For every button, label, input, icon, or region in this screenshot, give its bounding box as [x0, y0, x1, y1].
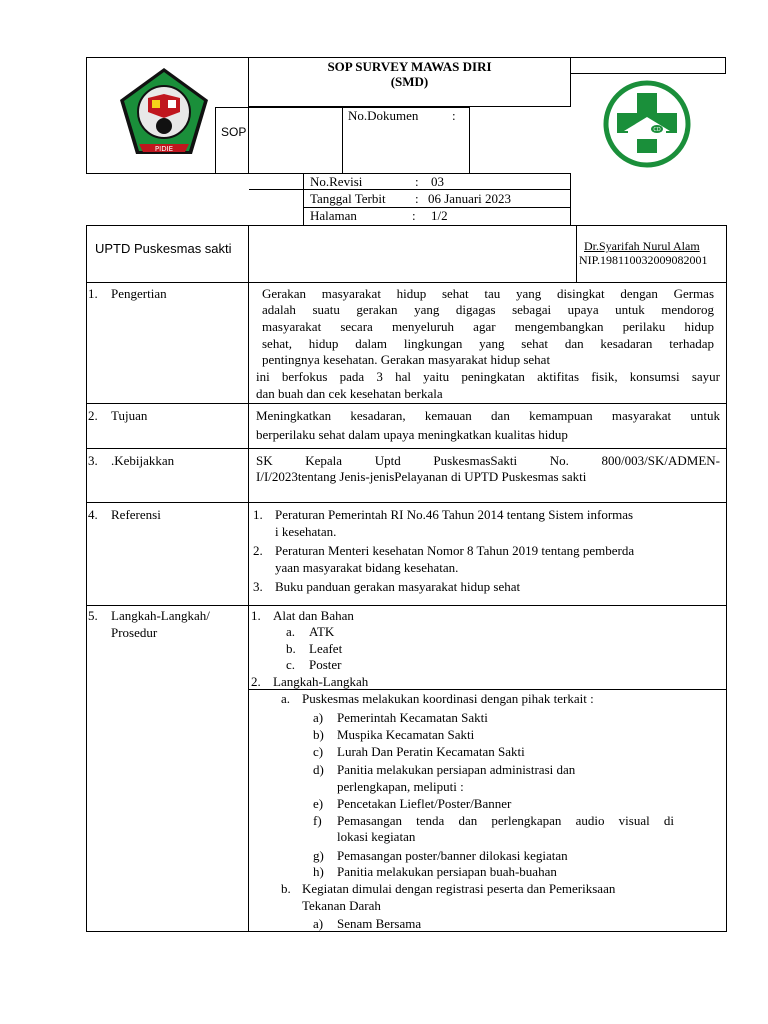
step-a-item-text-cont: perlengkapan, meliputi :	[337, 779, 464, 794]
step-a-item-text: Pencetakan Lieflet/Poster/Banner	[337, 796, 512, 811]
step-a-item-text: Panitia melakukan persiapan administrasi dan	[337, 762, 576, 777]
no-revisi-label: No.Revisi	[310, 174, 363, 189]
kebijakan-num: 3.	[88, 453, 98, 468]
pengertian-line: dan buah dan cek kesehatan berkala	[256, 386, 443, 401]
step-a-item-text: Pemerintah Kecamatan Sakti	[337, 710, 488, 725]
langkah-sub-num: 2.	[251, 674, 261, 689]
langkah-num: 5.	[88, 608, 98, 623]
tanggal-colon: :	[415, 191, 419, 206]
pengertian-line: masyarakat secara menyeluruh agar mengembangkan perilaku hidup	[262, 319, 714, 334]
tujuan-label: Tujuan	[111, 408, 148, 423]
alat-item-num: a.	[286, 624, 296, 639]
step-b-num: b.	[281, 881, 291, 896]
langkah-sub-title: Langkah-Langkah	[273, 674, 369, 689]
step-a-item-num: e)	[313, 796, 324, 811]
puskesmas-logo	[602, 79, 692, 169]
pengertian-num: 1.	[88, 286, 98, 301]
alat-num: 1.	[251, 608, 261, 623]
referensi-num: 4.	[88, 507, 98, 522]
step-a-item-text-cont: lokasi kegiatan	[337, 829, 416, 844]
doc-subtitle: (SMD)	[390, 74, 429, 89]
step-a-item-num: c)	[313, 744, 324, 759]
alat-item-num: b.	[286, 641, 296, 656]
step-a-item-text: Pemasangan poster/banner dilokasi kegiatan	[337, 848, 568, 863]
tujuan-line: Meningkatkan kesadaran, kemauan dan kemampuan masyarakat untuk	[256, 408, 720, 423]
step-a-item-num: g)	[313, 848, 324, 863]
referensi-item-num: 3.	[253, 579, 263, 594]
referensi-item-text: Buku panduan gerakan masyarakat hidup sehat	[275, 579, 521, 594]
step-a-item-text: Panitia melakukan persiapan buah-buahan	[337, 864, 557, 879]
tujuan-line: berperilaku sehat dalam upaya meningkatkan kualitas hidup	[256, 427, 568, 442]
halaman-value: 1/2	[431, 208, 448, 223]
tanggal-label: Tanggal Terbit	[310, 191, 386, 206]
pidie-logo	[117, 66, 211, 158]
langkah-label: Langkah-Langkah/	[111, 608, 210, 623]
step-a-item-num: h)	[313, 864, 324, 879]
step-a-item-num: b)	[313, 727, 324, 742]
alat-title: Alat dan Bahan	[273, 608, 354, 623]
tanggal-value: 06 Januari 2023	[428, 191, 512, 206]
referensi-item-num: 1.	[253, 507, 263, 522]
step-a-item-num: d)	[313, 762, 324, 777]
referensi-item-text-cont: i kesehatan.	[275, 524, 337, 539]
no-dokumen-colon: :	[452, 108, 456, 123]
halaman-colon: :	[412, 208, 416, 223]
signer-name: Dr.Syarifah Nurul Alam	[584, 239, 700, 253]
step-b-item-num: a)	[313, 916, 324, 931]
halaman-label: Halaman	[310, 208, 357, 223]
no-revisi-colon: :	[415, 174, 419, 189]
step-a-num: a.	[281, 691, 291, 706]
referensi-label: Referensi	[111, 507, 161, 522]
tujuan-num: 2.	[88, 408, 98, 423]
step-a-text: Puskesmas melakukan koordinasi dengan pihak terkait :	[302, 691, 594, 706]
alat-item-text: Poster	[309, 657, 342, 672]
step-a-item-text: Muspika Kecamatan Sakti	[337, 727, 475, 742]
langkah-label-cont: Prosedur	[111, 625, 158, 640]
pengertian-line: Gerakan masyarakat hidup sehat tau yang disingkat dengan Germas	[262, 286, 714, 301]
step-a-item-text: Pemasangan tenda dan perlengkapan audio visual di	[337, 813, 674, 828]
referensi-item-text: Peraturan Pemerintah RI No.46 Tahun 2014 tentang Sistem informas	[275, 507, 634, 522]
step-a-item-num: f)	[313, 813, 322, 828]
sop-label: SOP	[221, 125, 247, 139]
step-b-item-text: Senam Bersama	[337, 916, 422, 931]
alat-item-text: Leafet	[309, 641, 343, 656]
signer-nip: NIP.198110032009082001	[579, 253, 708, 267]
kebijakan-line: I/I/2023tentang Jenis-jenisPelayanan di UPTD Puskesmas sakti	[256, 469, 587, 484]
alat-item-num: c.	[286, 657, 296, 672]
referensi-item-text: Peraturan Menteri kesehatan Nomor 8 Tahun 2019 tentang pemberda	[275, 543, 635, 558]
logo-text: PIDIE	[154, 145, 174, 153]
referensi-item-num: 2.	[253, 543, 263, 558]
kebijakan-label: .Kebijakkan	[111, 453, 175, 468]
pengertian-label: Pengertian	[111, 286, 167, 301]
no-revisi-value: 03	[431, 174, 444, 189]
referensi-item-text-cont: yaan masyarakat bidang kesehatan.	[275, 560, 459, 575]
pengertian-line: pentingnya kesehatan. Gerakan masyarakat hidup sehat	[262, 352, 551, 367]
step-a-item-num: a)	[313, 710, 324, 725]
no-dokumen-label: No.Dokumen	[348, 108, 419, 123]
kebijakan-line: SK Kepala Uptd PuskesmasSakti No. 800/003/SK/ADMEN-	[256, 453, 720, 468]
step-b-text: Kegiatan dimulai dengan registrasi peserta dan Pemeriksaan	[302, 881, 616, 896]
pengertian-line: ini berfokus pada 3 hal yaitu peningkatan aktifitas fisik, konsumsi sayur	[256, 369, 720, 384]
org-name: UPTD Puskesmas sakti	[95, 241, 232, 256]
alat-item-text: ATK	[309, 624, 335, 639]
pengertian-line: adalah suatu gerakan yang digagas sebagai upaya untuk mendorog	[262, 302, 714, 317]
doc-title: SOP SURVEY MAWAS DIRI	[327, 59, 492, 74]
step-b-text-cont: Tekanan Darah	[302, 898, 381, 913]
step-a-item-text: Lurah Dan Peratin Kecamatan Sakti	[337, 744, 525, 759]
pengertian-line: sehat, hidup dalam lingkungan yang sehat dan kesadaran terhadap	[262, 336, 714, 351]
logo-right-text: CD	[653, 127, 661, 133]
